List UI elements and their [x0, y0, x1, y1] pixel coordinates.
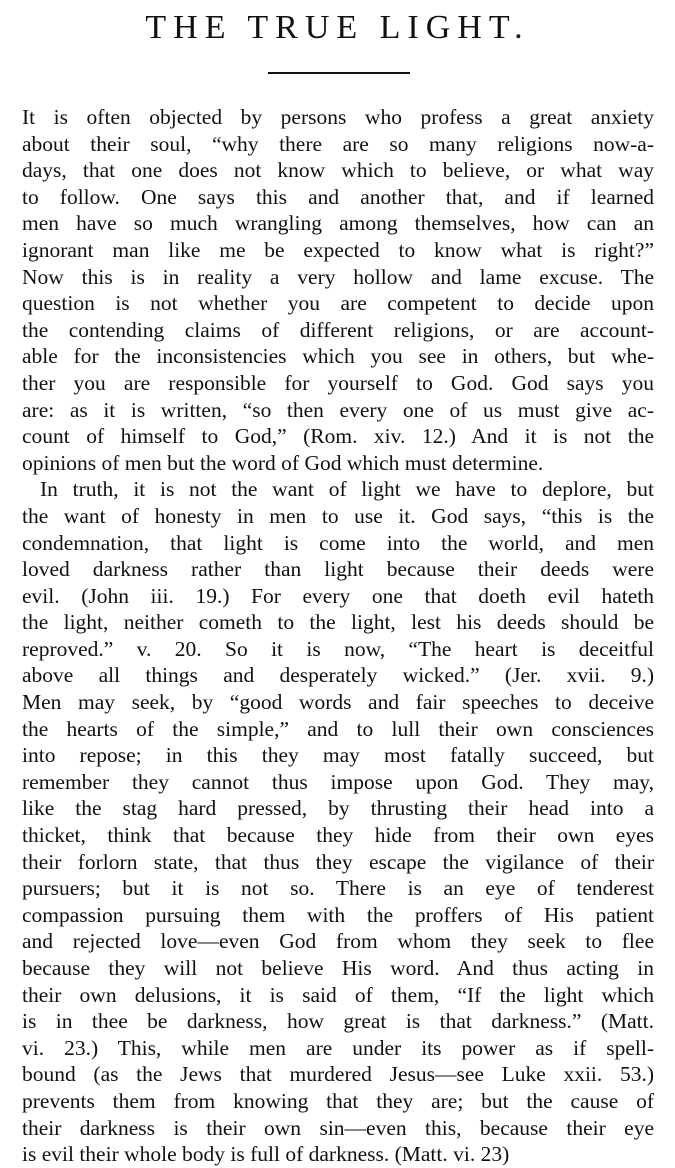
text-line: opinions of men but the word of God which must determine. — [22, 450, 544, 475]
text-line: It is often objected by persons who profess a great anxiety — [22, 105, 654, 129]
text-line: days, that one does not know which to believe, or what way — [22, 158, 654, 183]
text-line: loved darkness rather than light because their deeds were — [22, 557, 654, 582]
text-line: ignorant man like me be expected to know what is right?” — [22, 237, 654, 262]
text-line: thicket, think that because they hide from their own eyes — [22, 823, 654, 848]
paragraph — [22, 104, 654, 476]
text-line: pursuers; but it is not so. There is an eye of tenderest — [22, 876, 654, 901]
text-line: question is not whether you are competent to decide upon — [22, 291, 654, 316]
text-line: like the stag hard pressed, by thrusting their head into a — [22, 796, 654, 821]
text-line: condemnation, that light is come into the world, and men — [22, 530, 654, 555]
title-rule — [268, 72, 410, 74]
text-line: their forlorn state, that thus they escape the vigilance of their — [22, 849, 654, 874]
page-title: THE TRUE LIGHT. — [145, 9, 530, 46]
text-line: the hearts of the simple,” and to lull their own consciences — [22, 716, 654, 741]
text-line: compassion pursuing them with the proffers of His patient — [22, 902, 654, 927]
text-line: prevents them from knowing that they are; but the cause of — [22, 1088, 654, 1113]
text-line: bound (as the Jews that murdered Jesus—see Luke xxii. 53.) — [22, 1062, 654, 1087]
text-line: vi. 23.) This, while men are under its power as if spell- — [22, 1035, 654, 1060]
text-line: their darkness is their own sin—even this, because their eye — [22, 1115, 654, 1140]
paragraph — [22, 476, 654, 1167]
text-line: into repose; in this they may most fatally succeed, but — [22, 743, 654, 768]
text-line: the light, neither cometh to the light, lest his deeds should be — [22, 610, 654, 635]
text-line: Now this is in reality a very hollow and lame excuse. The — [22, 264, 654, 289]
text-line: the want of honesty in men to use it. God says, “this is the — [22, 503, 654, 528]
text-line: about their soul, “why there are so many religions now-a- — [22, 131, 654, 156]
text-line: is evil their whole body is full of darkness. (Matt. vi. 23) — [22, 1142, 510, 1167]
text-line: count of himself to God,” (Rom. xiv. 12.) And it is not the — [22, 424, 654, 449]
text-line: and rejected love—even God from whom they seek to flee — [22, 929, 654, 954]
text-line: above all things and desperately wicked.” (Jer. xvii. 9.) — [22, 663, 654, 688]
text-line: because they will not believe His word. And thus acting in — [22, 956, 654, 980]
text-line: reproved.” v. 20. So it is now, “The heart is deceitful — [22, 636, 654, 661]
text-line: are: as it is written, “so then every one of us must give ac- — [22, 397, 654, 422]
text-line: to follow. One says this and another that, and if learned — [22, 184, 654, 209]
text-line: men have so much wrangling among themselves, how can an — [22, 211, 654, 236]
text-line: the contending claims of different religions, or are account- — [22, 317, 654, 342]
body-text — [22, 104, 654, 1168]
text-line: ther you are responsible for yourself to God. God says you — [22, 370, 654, 395]
text-line: is in thee be darkness, how great is that darkness.” (Matt. — [22, 1009, 654, 1034]
text-line: able for the inconsistencies which you see in others, but whe- — [22, 344, 654, 369]
text-line: In truth, it is not the want of light we have to deplore, but — [40, 477, 654, 502]
text-line: Men may seek, by “good words and fair speeches to deceive — [22, 690, 654, 715]
text-line: their own delusions, it is said of them, “If the light which — [22, 982, 654, 1007]
text-line: remember they cannot thus impose upon God. They may, — [22, 769, 654, 794]
text-line: evil. (John iii. 19.) For every one that doeth evil hateth — [22, 583, 654, 608]
